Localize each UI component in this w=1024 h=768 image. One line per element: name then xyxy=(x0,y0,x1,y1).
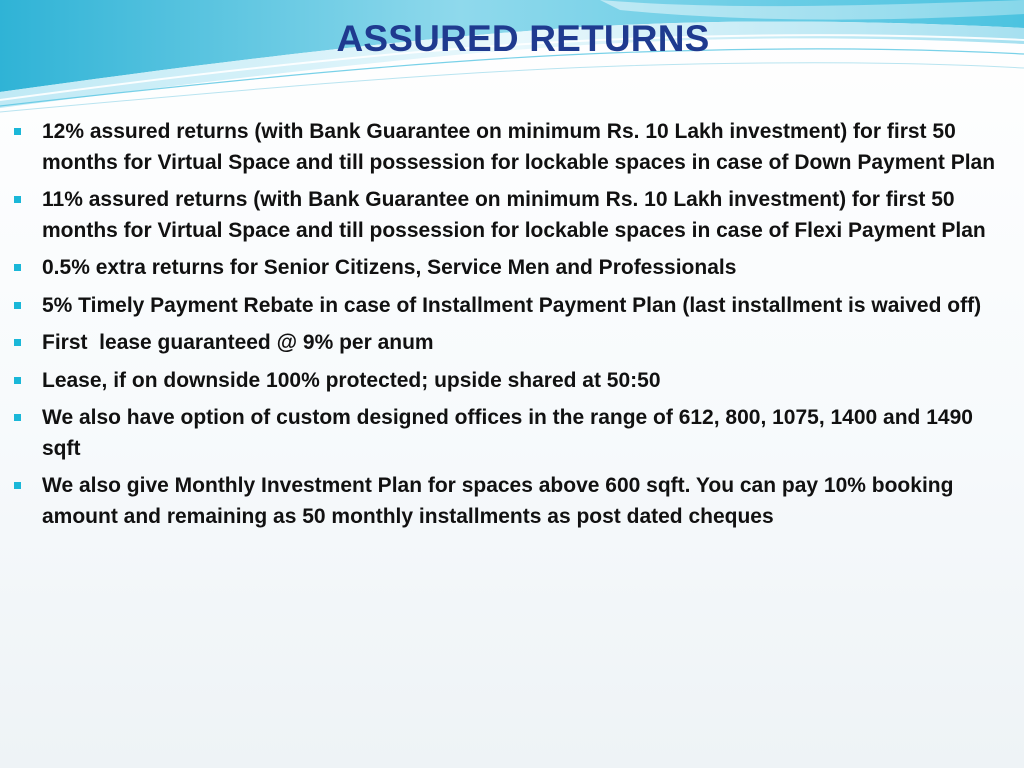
square-bullet-icon xyxy=(14,264,21,271)
square-bullet-icon xyxy=(14,482,21,489)
bullet-item xyxy=(14,185,1004,246)
bullet-text: We also give Monthly Investment Plan for spaces above 600 sqft. You can pay 10% booking amount and remaining as 50 monthly installments as post dated cheques xyxy=(42,474,954,528)
bullet-item xyxy=(14,291,1004,322)
square-bullet-icon xyxy=(14,128,21,135)
square-bullet-icon xyxy=(14,196,21,203)
square-bullet-icon xyxy=(14,414,21,421)
square-bullet-icon xyxy=(14,377,21,384)
slide-title: ASSURED RETURNS xyxy=(336,18,710,59)
bullet-text: 5% Timely Payment Rebate in case of Installment Payment Plan (last installment is waived off) xyxy=(42,293,982,317)
bullet-item xyxy=(14,253,1004,284)
bullet-item xyxy=(14,366,1004,397)
bullet-text: We also have option of custom designed offices in the range of 612, 800, 1075, 1400 and 1490 sqft xyxy=(42,406,973,460)
bullet-item xyxy=(14,471,1004,532)
bullet-text: 12% assured returns (with Bank Guarantee on minimum Rs. 10 Lakh investment) for first 50 months for Virtual Space and till possession for lockable spaces in case of Down Payment Plan xyxy=(42,120,996,174)
bullet-list xyxy=(14,117,1004,539)
bullet-text: First lease guaranteed @ 9% per anum xyxy=(42,331,434,354)
square-bullet-icon xyxy=(14,339,21,346)
bullet-text: 11% assured returns (with Bank Guarantee on minimum Rs. 10 Lakh investment) for first 50 months for Virtual Space and till possession for lockable spaces in case of Flexi Payment Plan xyxy=(42,188,986,242)
bullet-item xyxy=(14,403,1004,464)
bullet-text: 0.5% extra returns for Senior Citizens, Service Men and Professionals xyxy=(42,256,737,279)
bullet-text: Lease, if on downside 100% protected; upside shared at 50:50 xyxy=(42,368,661,392)
bullet-item xyxy=(14,117,1004,178)
square-bullet-icon xyxy=(14,302,21,309)
bullet-item xyxy=(14,328,1004,359)
